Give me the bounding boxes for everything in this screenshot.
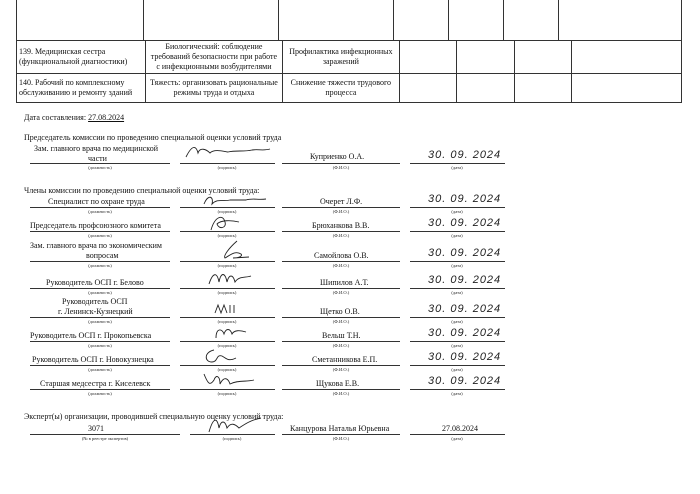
member-4-signature-icon	[205, 268, 255, 290]
member-7-signature-icon	[200, 346, 240, 366]
member-8-date: 30. 09. 2024	[428, 375, 502, 387]
member-3-date: 30. 09. 2024	[428, 247, 502, 259]
table-cell-position: 139. Медицинская сестра (функциональной диагностики)	[17, 41, 146, 74]
caption-signature: (подпись)	[217, 319, 237, 324]
measures-table	[16, 40, 682, 103]
member-5-fio: Щетко О.В.	[320, 307, 360, 316]
table-cell-empty	[399, 41, 456, 74]
table-cell-empty	[457, 41, 514, 74]
member-1-signature-icon	[200, 192, 270, 212]
table-row	[17, 74, 682, 103]
caption-fio: (Ф.И.О.)	[332, 165, 350, 170]
caption-date: (дата)	[451, 290, 463, 295]
caption-date: (дата)	[451, 263, 463, 268]
chair-heading: Председатель комиссии по проведению специальной оценки условий труда	[24, 133, 282, 142]
member-3-position-line1: Зам. главного врача по экономическим	[30, 241, 162, 250]
table-cell-empty	[457, 74, 514, 103]
chair-date: 30. 09. 2024	[428, 149, 502, 161]
member-6-signature-icon	[212, 324, 252, 342]
caption-date: (дата)	[451, 233, 463, 238]
table-cell-empty	[572, 41, 682, 74]
caption-position: (должность)	[88, 343, 112, 348]
member-3-position-line2: вопросам	[86, 251, 119, 260]
compile-date-row	[24, 113, 124, 122]
caption-position: (должность)	[88, 290, 112, 295]
members-heading: Члены комиссии по проведению специальной оценки условий труда:	[24, 186, 260, 195]
table-cell-empty	[572, 74, 682, 103]
member-8-position: Старшая медсестра г. Киселевск	[40, 379, 151, 388]
caption-position: (должность)	[88, 263, 112, 268]
caption-signature: (подпись)	[217, 391, 237, 396]
member-6-date: 30. 09. 2024	[428, 327, 502, 339]
caption-signature: (подпись)	[217, 165, 237, 170]
member-2-fio: Брюханкова В.В.	[312, 221, 370, 230]
caption-fio: (Ф.И.О.)	[332, 209, 350, 214]
member-2-date: 30. 09. 2024	[428, 217, 502, 229]
caption-date: (дата)	[451, 391, 463, 396]
member-7-position: Руководитель ОСП г. Новокузнецка	[32, 355, 154, 364]
table-cell-measure: Профилактика инфекционных заражений	[282, 41, 399, 74]
caption-position: (должность)	[88, 367, 112, 372]
caption-signature: (подпись)	[222, 436, 242, 441]
caption-fio: (Ф.И.О.)	[332, 343, 350, 348]
caption-date: (дата)	[451, 343, 463, 348]
caption-signature: (подпись)	[217, 263, 237, 268]
caption-date: (дата)	[451, 165, 463, 170]
member-1-fio: Очерет Л.Ф.	[320, 197, 363, 206]
compile-date-value: 27.08.2024	[88, 113, 125, 122]
caption-signature: (подпись)	[217, 233, 237, 238]
expert-date: 27.08.2024	[442, 424, 478, 433]
caption-position: (должность)	[88, 209, 112, 214]
member-5-date: 30. 09. 2024	[428, 303, 502, 315]
member-6-position: Руководитель ОСП г. Прокопьевска	[30, 331, 152, 340]
expert-fio: Канцурова Наталья Юрьевна	[290, 424, 390, 433]
table-cell-factor: Тяжесть: организовать рациональные режимы труда и отдыха	[146, 74, 283, 103]
caption-position: (должность)	[88, 391, 112, 396]
caption-fio: (Ф.И.О.)	[332, 436, 350, 441]
member-7-date: 30. 09. 2024	[428, 351, 502, 363]
member-5-position-line1: Руководитель ОСП	[62, 297, 128, 306]
member-8-fio: Щукова Е.В.	[316, 379, 360, 388]
chair-signature-icon	[182, 143, 272, 165]
member-3-fio: Самойлова О.В.	[314, 251, 369, 260]
chair-fio: Куприенко О.А.	[310, 152, 365, 161]
member-1-position: Специалист по охране труда	[48, 197, 145, 206]
table-cell-empty	[514, 74, 571, 103]
member-8-signature-icon	[198, 370, 258, 390]
member-5-position-line2: г. Ленинск-Кузнецкий	[58, 307, 133, 316]
caption-date: (дата)	[451, 367, 463, 372]
member-2-signature-icon	[205, 212, 245, 234]
expert-heading: Эксперт(ы) организации, проводившей специальную оценку условий труда:	[24, 412, 284, 421]
member-7-fio: Сметанникова Е.П.	[312, 355, 378, 364]
caption-position: (должность)	[88, 319, 112, 324]
member-3-signature-icon	[215, 238, 255, 262]
table-cell-position: 140. Рабочий по комплексному обслуживанию и ремонту зданий	[17, 74, 146, 103]
member-4-position: Руководитель ОСП г. Белово	[46, 278, 144, 287]
member-4-date: 30. 09. 2024	[428, 274, 502, 286]
caption-position: (должность)	[88, 165, 112, 170]
caption-signature: (подпись)	[217, 209, 237, 214]
caption-date: (дата)	[451, 436, 463, 441]
table-cell-empty	[399, 74, 456, 103]
caption-date: (дата)	[451, 209, 463, 214]
member-2-position: Председатель профсоюзного комитета	[30, 221, 161, 230]
expert-number: 3071	[88, 424, 104, 433]
caption-fio: (Ф.И.О.)	[332, 263, 350, 268]
table-cell-empty	[514, 41, 571, 74]
member-4-fio: Шипилов А.Т.	[320, 278, 369, 287]
caption-fio: (Ф.И.О.)	[332, 319, 350, 324]
caption-signature: (подпись)	[217, 367, 237, 372]
caption-expert-number: (№ в реестре экспертов)	[81, 436, 129, 441]
table-cell-measure: Снижение тяжести трудового процесса	[282, 74, 399, 103]
caption-signature: (подпись)	[217, 343, 237, 348]
caption-fio: (Ф.И.О.)	[332, 367, 350, 372]
caption-position: (должность)	[88, 233, 112, 238]
expert-signature-icon	[205, 412, 265, 436]
caption-fio: (Ф.И.О.)	[332, 391, 350, 396]
member-6-fio: Вельш Т.Н.	[322, 331, 361, 340]
table-row	[17, 41, 682, 74]
chair-position-line2: части	[88, 154, 107, 163]
chair-position-line1: Зам. главного врача по медицинской	[34, 144, 159, 153]
caption-fio: (Ф.И.О.)	[332, 233, 350, 238]
table-cell-factor: Биологический: соблюдение требований безопасности при работе с инфекционными возбудителями	[146, 41, 283, 74]
caption-signature: (подпись)	[217, 290, 237, 295]
member-5-signature-icon	[212, 301, 242, 317]
compile-date-label: Дата составления:	[24, 113, 87, 122]
caption-fio: (Ф.И.О.)	[332, 290, 350, 295]
member-1-date: 30. 09. 2024	[428, 193, 502, 205]
caption-date: (дата)	[451, 319, 463, 324]
